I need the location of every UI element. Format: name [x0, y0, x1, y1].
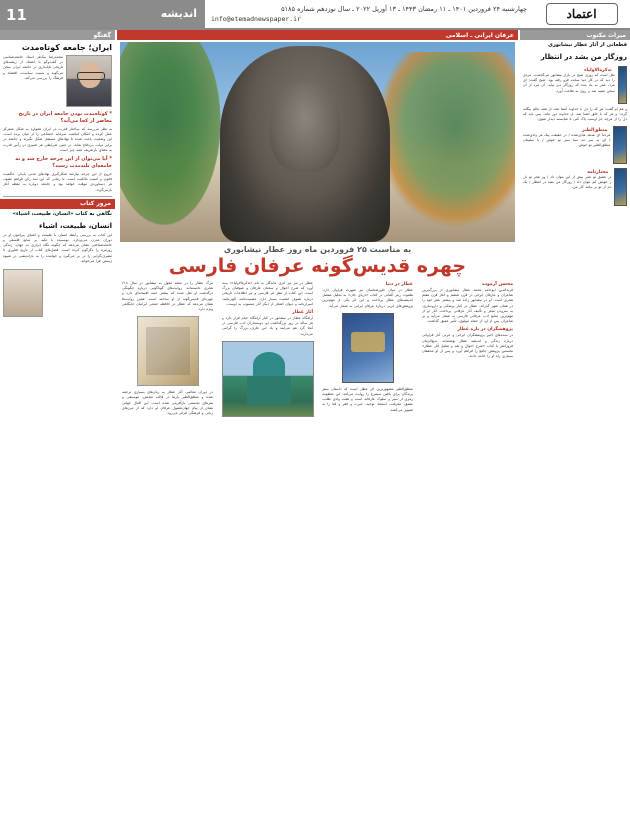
heritage-body-4: در عشق تو عمر بیش از این نتوان داد / وز هجر تو دل ز خویش کم نتوان داد / روزگار من بشد در انتظار / یک دم از تو بر نیامد کار من.	[523, 174, 612, 190]
book-cover-icon	[618, 66, 627, 104]
interview-question-1: * کوتاه‌مدت بودن جامعه ایران در تاریخ معاصر از کجا می‌آید؟	[18, 111, 112, 124]
page-header-bar	[0, 0, 205, 30]
feature-kicker: به مناسبت ۲۵ فروردین ماه روز عطار نیشابوری	[223, 245, 412, 254]
center-column	[117, 30, 518, 820]
heritage-subhead-2: منطق‌الطیر	[582, 127, 608, 133]
left-column	[0, 30, 115, 820]
heritage-subhead-3: مختارنامه	[587, 169, 609, 175]
issue-date: چهارشنبه ۲۴ فروردین ۱۴۰۱ ـ ۱۱ رمضان ۱۴۴۳ ـ ۱۳ آوریل ۲۰۲۲ ـ سال نوزدهم شماره ۵۱۸۵	[281, 5, 527, 13]
book-review-intro: نگاهی به کتاب «انسان، طبیعت، اشیاء»	[12, 210, 112, 217]
book-cover-icon	[613, 126, 627, 164]
article-byline: محسن آرموده	[482, 282, 513, 287]
divider	[3, 196, 112, 197]
article-col-3b-text: آرامگاه عطار در نیشابور در کنار آرامگاه خیام قرار دارد و هر ساله در روز بزرگداشت او، دوستداران ادب فارسی در آنجا گرد هم می‌آیند و یاد این عارف بزرگ را گرامی می‌دارند.	[222, 316, 313, 336]
heritage-body-2: و هم او گفت: هر که را دل با خداوند آشنا شد، از همه عالم بیگانه گردد؛ و هر که با خلق آشنا شد، از خداوند دور ماند. پس باید که دل را از هرچه جز اوست پاک کنی تا شایسته دیدار شوی.	[523, 107, 627, 122]
article-col-1-text: فریدالدین ابوحامد محمد عطار نیشابوری از بزرگ‌ترین شاعران و عارفان ایرانی در قرن ششم و آغاز قرن هفتم هجری است. او در نیشابور زاده شد و بیشتر عمر خود را در همان شهر گذراند. عطار در کنار پزشکی و داروسازی، به سرودن شعر و تألیف آثار عرفانی پرداخت. آثار او از مهم‌ترین منابع ادب عرفانی فارسی به شمار می‌آید و بر شاعران پس از او، از جمله مولوی، تأثیر عمیق گذاشت.	[422, 288, 513, 324]
author-photo	[66, 55, 112, 107]
right-section-band: میراث مکتوب	[520, 30, 630, 40]
article-col-4-text: مرگ عطار را در حمله مغول به نیشابور در سال ۶۱۸ هجری دانسته‌اند. روایت‌های گوناگونی درباره چگونگی درگذشت او نقل شده که بیشتر جنبه افسانه‌ای دارد و چهره‌ای قدیس‌گونه از او ساخته است. همین روایت‌ها نشان می‌دهد که عطار در حافظه جمعی ایرانیان جایگاهی ویژه دارد.	[122, 281, 213, 312]
book-cover-photo	[137, 316, 199, 386]
article-col-2	[219, 280, 316, 420]
interview-lead: محمدرضا نیک‌فر استاد جامعه‌شناسی در گفت‌وگو با اعتماد از ریشه‌های تاریخی ناپایداری در جامعه ایران سخن می‌گوید و نسبت سیاست، اقتصاد و فرهنگ را بررسی می‌کند.	[3, 55, 63, 80]
article-col-1-subhead: پژوهشگران در باره عطار	[457, 327, 513, 333]
statue-photo	[120, 42, 515, 242]
heritage-subhead-1: تذکرة‌الاولیاء	[584, 68, 612, 73]
article-columns	[117, 280, 518, 420]
heritage-title: روزگار من بشد در انتظار	[540, 53, 627, 61]
book-cover-image	[342, 313, 394, 383]
article-col-3-subhead: آثار عطار	[292, 310, 313, 316]
heritage-body-1: نقل است که روزی شیخ در بازار نیشابور می‌گذشت. مردی را دید که در کار دنیا سخت فرو رفته بود. شیخ گفت: ای مرد، عمر به باد مده که روزگار دیر نپاید. آن مرد از آن سخن متنبه شد و روی به طاعت آورد.	[523, 73, 615, 93]
heritage-item-3	[520, 166, 630, 208]
article-col-2b-text: منطق‌الطیر مشهورترین اثر عطار است که داستان سفر پرندگان برای یافتن سیمرغ را روایت می‌کند. این منظومه رمزی از سیر و سلوک عارفانه است و هفت وادی طلب، عشق، معرفت، استغنا، توحید، حیرت و فقر و فنا را به تصویر می‌کشد.	[322, 386, 413, 412]
article-col-3	[319, 280, 416, 420]
article-col-3-text: عطار در نثر نیز اثری ماندگار به نام «تذکرة‌الاولیاء» پدید آورد که شرح احوال و سخنان عارفان و صوفیان بزرگ است. این کتاب از نظر نثر فارسی و نیز اطلاعات تاریخی درباره تصوف اهمیت بسیار دارد. مصیبت‌نامه، الهی‌نامه، اسرارنامه و دیوان اشعار از دیگر آثار منسوب به اوست.	[222, 281, 313, 306]
page-number: 11	[6, 6, 27, 24]
interview-headline: ایران؛ جامعه کوتاه‌مدت	[21, 43, 112, 52]
interview-body-1: به نظر می‌رسد که ساختار قدرت در ایران همواره به شکل متمرکز عمل کرده و امکان انباشت سرمایه اجتماعی را از میان برده است. این وضعیت باعث شده تا نهادهای مستقل شکل نگیرند و جامعه در برابر دولت بی‌دفاع بماند. در چنین شرایطی هر تغییری در رأس قدرت به معنای بازتعریف همه چیز است.	[3, 127, 112, 152]
newspaper-logo: اعتماد	[546, 3, 618, 25]
right-column	[520, 30, 630, 820]
article-col-2-subhead: عطار در دنیا	[385, 282, 413, 287]
article-col-1	[119, 280, 216, 420]
left-section-band: گفتگو	[0, 30, 115, 40]
heritage-item-1	[520, 64, 630, 106]
center-section-band: عرفان ایرانی ـ اسلامی	[117, 30, 518, 40]
heritage-body-3: مرحبا ای هدهد هادی‌شده / در حقیقت پیک هر وادی‌شده / ای به سر حد سبا سیر تو خوش / با سلیمان منطق‌الطیر تو خوش.	[523, 132, 611, 148]
logo-area	[533, 0, 630, 30]
book-cover-icon	[614, 168, 627, 206]
article-col-4b-text: در دوران معاصر، آثار عطار به زبان‌های بسیاری ترجمه شده و منطق‌الطیر بارها در قالب نمایش، موسیقی و هنرهای تجسمی بازآفرینی شده است. این اقبال جهانی نشان از پیام جهان‌شمول عرفان او دارد که از مرزهای زبانی و فرهنگی فراتر می‌رود.	[122, 390, 213, 416]
contact-email[interactable]: info@etemadnewspaper.ir	[211, 15, 302, 23]
book-review-band: مرور کتاب	[0, 199, 115, 209]
masthead	[0, 0, 630, 30]
article-col-4	[419, 280, 516, 420]
interview-lead-block	[0, 53, 115, 109]
heritage-intro: قطعاتی از آثار عطار نیشابوری	[548, 42, 627, 48]
interview-body-2: خروج از این چرخه نیازمند شکل‌گیری نهادهای مدنی پایدار، حاکمیت قانون و امنیت مالکیت است. تا زمانی که این سه رکن فراهم نشود، هر دستاوردی موقت خواهد بود و جامعه دوباره به نقطه آغاز بازمی‌گردد.	[3, 172, 112, 192]
book-review-body: این کتاب به بررسی رابطه انسان با طبیعت و اشیای پیرامون او در دوران مدرن می‌پردازد. نویسنده با تکیه بر منابع فلسفی و جامعه‌شناختی نشان می‌دهد که چگونه نگاه ابزاری به جهان، زندگی روزمره را دگرگون کرده است. فصل‌های کتاب از تاریخ فناوری تا مصرف‌گرایی را در بر می‌گیرد و خواننده را به بازاندیشی در شیوه زیستن فرا می‌خواند.	[3, 232, 112, 263]
article-col-2-text: عطار در میان خاورشناسان نیز شهرت فراوان دارد. هلموت ریتر آلمانی در کتاب «دریای جان» به تحلیل مفصل اندیشه‌های عطار پرداخت و این اثر یکی از مهم‌ترین پژوهش‌های غربی درباره عرفان ایرانی به شمار می‌آید.	[322, 288, 413, 308]
feature-headline: چهره قدیس‌گونه عرفان فارسی	[168, 255, 467, 277]
article-col-1b-text: در سده‌های اخیر پژوهشگران ایرانی و غربی آثار فراوانی درباره زندگی و اندیشه عطار نوشته‌اند. بدیع‌الزمان فروزانفر با کتاب «شرح احوال و نقد و تحلیل آثار عطار» نخستین پژوهش جامع را فراهم آورد و پس از او محققان بسیاری راه او را ادامه دادند.	[422, 333, 513, 359]
section-title: اندیشه	[160, 7, 197, 20]
book-review-title: انسان، طبیعت، اشیاء	[39, 221, 112, 230]
interview-question-2: * آیا می‌توان از این چرخه خارج شد و به جامعه‌ای بلندمدت رسید؟	[15, 156, 112, 169]
issue-info	[205, 0, 533, 30]
heritage-item-2	[520, 124, 630, 166]
tomb-photo	[222, 341, 314, 417]
book-author-photo	[3, 269, 43, 317]
